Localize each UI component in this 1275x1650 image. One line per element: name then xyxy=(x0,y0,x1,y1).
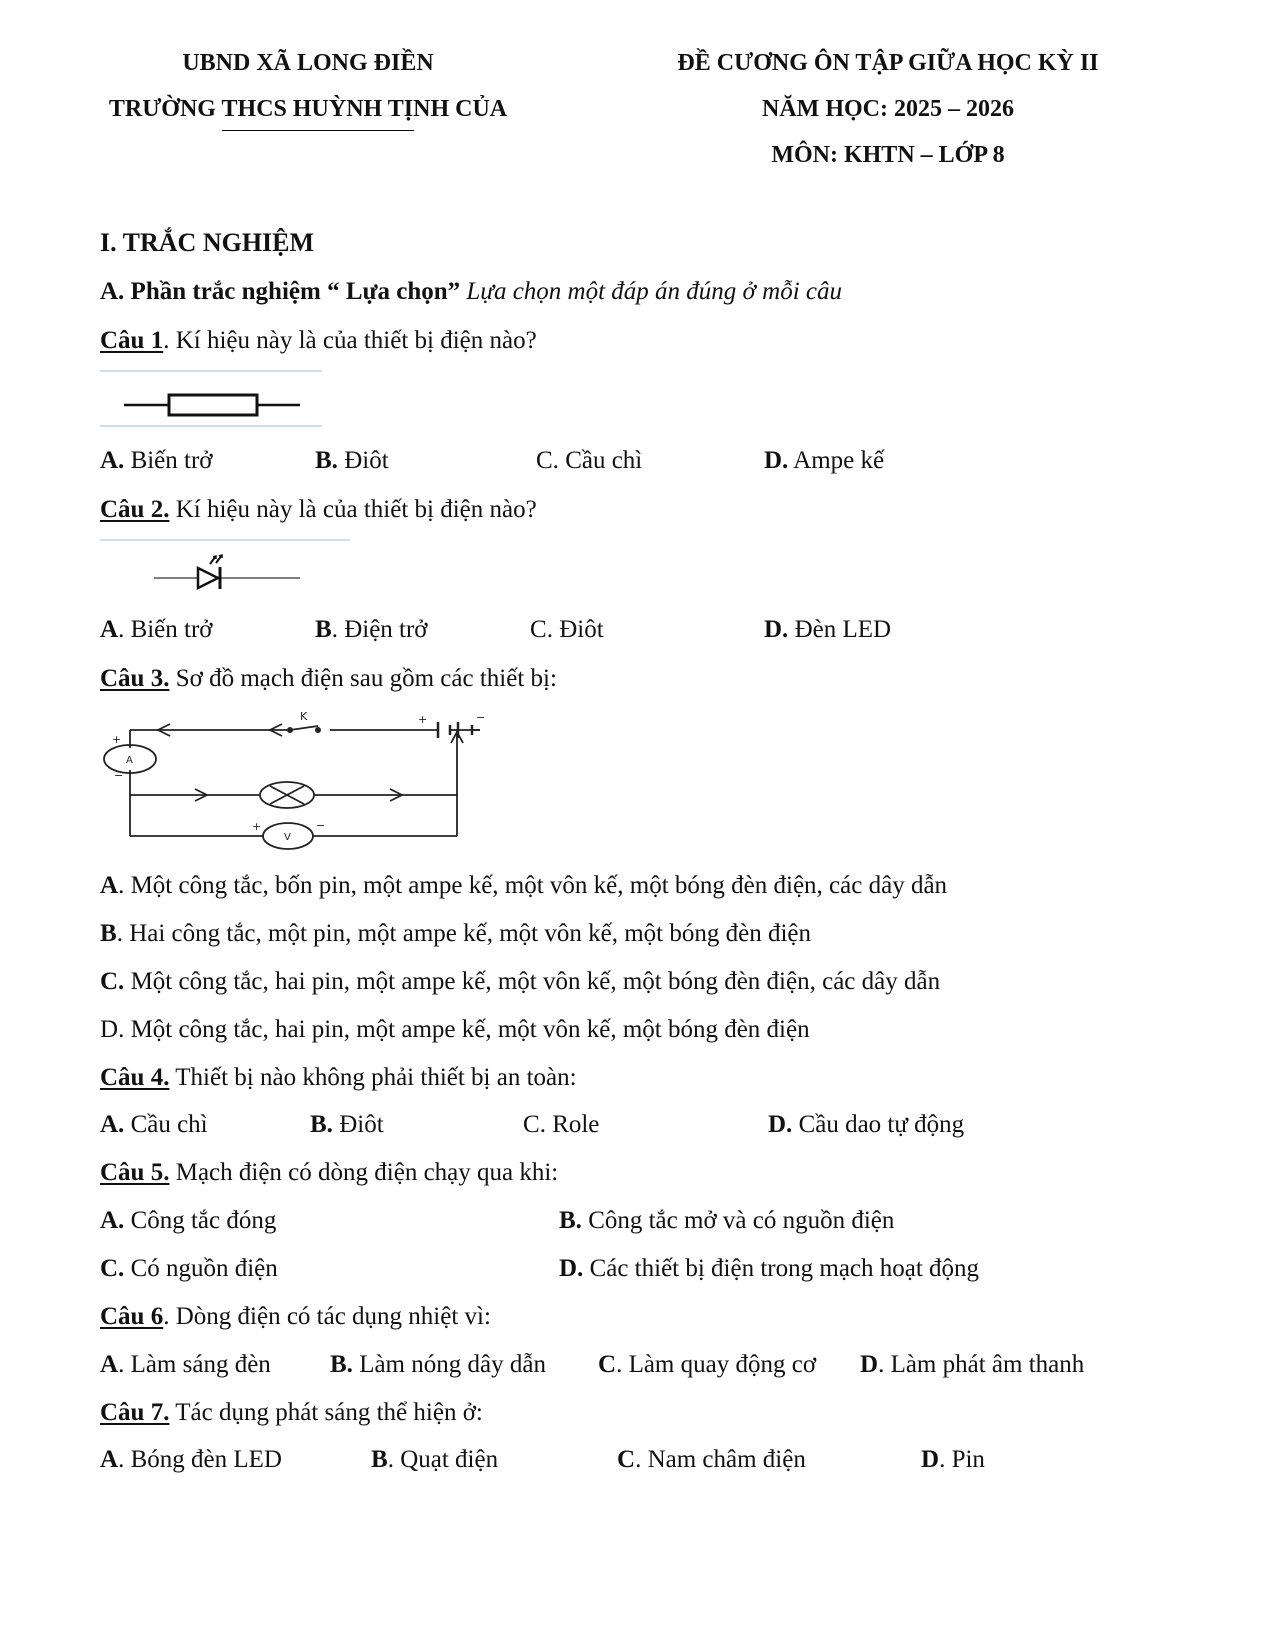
question-4-option-c[interactable]: C. Role xyxy=(523,1111,600,1138)
question-1-option-a[interactable]: A. Biến trở xyxy=(100,447,213,474)
header-doc-title: ĐỀ CƯƠNG ÔN TẬP GIỮA HỌC KỲ II xyxy=(677,50,1099,76)
question-2-option-c[interactable]: C. Điôt xyxy=(530,616,604,643)
question-1-option-c[interactable]: C. Cầu chì xyxy=(536,447,643,474)
question-5-option-c[interactable]: C. Có nguồn điện xyxy=(100,1255,278,1282)
question-7-option-d[interactable]: D. Pin xyxy=(921,1446,985,1473)
question-label: Câu 7. xyxy=(100,1399,170,1426)
question-5-option-b[interactable]: B. Công tắc mở và có nguồn điện xyxy=(559,1207,895,1234)
header-agency: UBND XÃ LONG ĐIỀN xyxy=(182,50,434,76)
question-5-option-d[interactable]: D. Các thiết bị điện trong mạch hoạt động xyxy=(559,1255,980,1282)
section-instruction xyxy=(100,278,842,306)
question-4-option-d[interactable]: D. Cầu dao tự động xyxy=(768,1111,965,1138)
ammeter-label: A xyxy=(126,755,133,766)
header-subject: MÔN: KHTN – LỚP 8 xyxy=(771,142,1005,168)
header-school: TRƯỜNG THCS HUỲNH TỊNH CỦA xyxy=(108,96,508,122)
question-1 xyxy=(100,327,537,355)
question-text: Kí hiệu này là của thiết bị điện nào? xyxy=(175,327,537,354)
voltmeter-minus-label: − xyxy=(316,819,326,832)
circuit-diagram xyxy=(100,708,486,848)
section-part-label: A. Phần trắc nghiệm “ Lựa chọn” xyxy=(100,278,461,305)
question-2 xyxy=(100,496,537,524)
question-6-option-d[interactable]: D. Làm phát âm thanh xyxy=(860,1351,1085,1378)
question-6 xyxy=(100,1303,491,1331)
question-text: Kí hiệu này là của thiết bị điện nào? xyxy=(175,496,537,523)
question-1-option-b[interactable]: B. Điôt xyxy=(315,447,389,474)
fuse-symbol-figure xyxy=(100,368,322,430)
question-text: Dòng điện có tác dụng nhiệt vì: xyxy=(175,1303,491,1330)
question-text: Tác dụng phát sáng thể hiện ở: xyxy=(175,1399,483,1426)
question-4-option-a[interactable]: A. Cầu chì xyxy=(100,1111,208,1138)
question-5 xyxy=(100,1159,558,1187)
question-3-option-d[interactable]: D. Một công tắc, hai pin, một ampe kế, một vôn kế, một bóng đèn điện xyxy=(100,1016,810,1043)
section-title: I. TRẮC NGHIỆM xyxy=(100,228,315,257)
question-3-option-b[interactable]: B. Hai công tắc, một pin, một ampe kế, một vôn kế, một bóng đèn điện xyxy=(100,920,811,947)
question-6-option-a[interactable]: A. Làm sáng đèn xyxy=(100,1351,271,1378)
voltmeter-label: V xyxy=(284,832,291,843)
question-4 xyxy=(100,1064,577,1092)
question-sep: . xyxy=(163,1303,176,1330)
ammeter-minus-label: − xyxy=(114,769,124,782)
question-2-option-a[interactable]: A. Biến trở xyxy=(100,616,213,643)
question-7-option-c[interactable]: C. Nam châm điện xyxy=(617,1446,806,1473)
question-6-option-b[interactable]: B. Làm nóng dây dẫn xyxy=(330,1351,546,1378)
question-1-option-d[interactable]: D. Ampe kế xyxy=(764,447,885,474)
question-7-option-b[interactable]: B. Quạt điện xyxy=(371,1446,499,1473)
voltmeter-plus-label: + xyxy=(252,820,262,833)
question-label: Câu 6 xyxy=(100,1303,164,1330)
header-underline xyxy=(222,130,414,131)
section-part-note: Lựa chọn một đáp án đúng ở mỗi câu xyxy=(460,278,842,305)
question-3-option-a[interactable]: A. Một công tắc, bốn pin, một ampe kế, một vôn kế, một bóng đèn điện, các dây dẫn xyxy=(100,872,948,899)
led-symbol-figure xyxy=(100,536,350,596)
battery-minus-label: − xyxy=(476,711,486,724)
question-label: Câu 4. xyxy=(100,1064,170,1091)
question-sep: . xyxy=(163,327,176,354)
question-7 xyxy=(100,1399,483,1427)
question-text: Thiết bị nào không phải thiết bị an toàn: xyxy=(175,1064,577,1091)
question-text: Sơ đồ mạch điện sau gồm các thiết bị: xyxy=(175,665,557,692)
question-6-option-c[interactable]: C. Làm quay động cơ xyxy=(598,1351,817,1378)
question-4-option-b[interactable]: B. Điôt xyxy=(310,1111,384,1138)
question-2-option-d[interactable]: D. Đèn LED xyxy=(764,616,892,643)
question-label: Câu 3. xyxy=(100,665,170,692)
question-3-option-c[interactable]: C. Một công tắc, hai pin, một ampe kế, một vôn kế, một bóng đèn điện, các dây dẫn xyxy=(100,968,941,995)
question-7-option-a[interactable]: A. Bóng đèn LED xyxy=(100,1446,282,1473)
question-label: Câu 1 xyxy=(100,327,164,354)
question-2-option-b[interactable]: B. Điện trở xyxy=(315,616,428,643)
question-text: Mạch điện có dòng điện chạy qua khi: xyxy=(175,1159,559,1186)
switch-label: K xyxy=(300,710,308,723)
question-label: Câu 2. xyxy=(100,496,170,523)
question-label: Câu 5. xyxy=(100,1159,170,1186)
header-school-year: NĂM HỌC: 2025 – 2026 xyxy=(762,96,1014,122)
question-3 xyxy=(100,665,557,693)
battery-plus-label: + xyxy=(418,713,428,726)
question-5-option-a[interactable]: A. Công tắc đóng xyxy=(100,1207,277,1234)
ammeter-plus-label: + xyxy=(112,733,122,746)
